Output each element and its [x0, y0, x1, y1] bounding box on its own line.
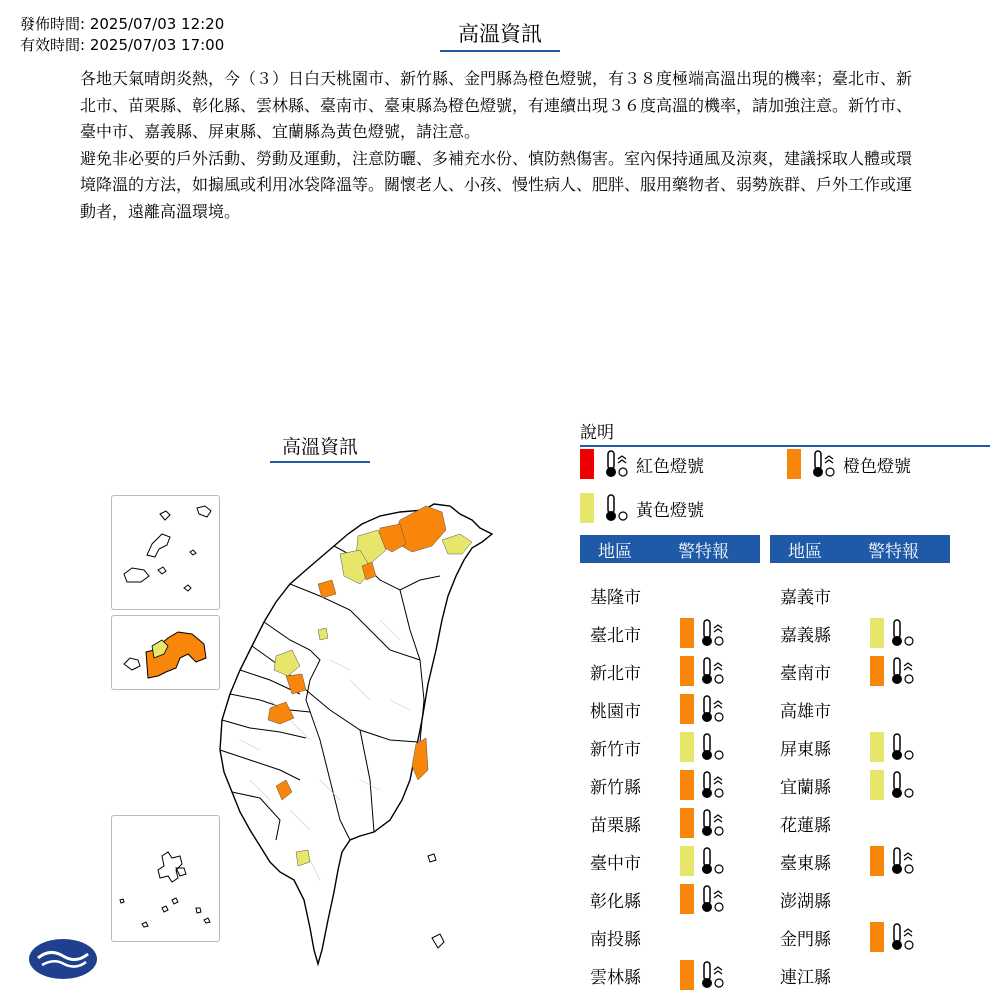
- thermometer-icon: [888, 846, 916, 876]
- yellow-swatch: [870, 732, 884, 762]
- region-name: 雲林縣: [590, 967, 641, 988]
- taiwan-map: [210, 480, 510, 970]
- region-name: 南投縣: [590, 929, 641, 950]
- region-name: 金門縣: [780, 929, 831, 950]
- cwa-logo: [28, 938, 98, 980]
- region-name: 新北市: [590, 663, 641, 684]
- penghu-inset: [111, 815, 220, 942]
- yellow-swatch: [580, 493, 594, 523]
- region-name: 臺中市: [590, 853, 641, 874]
- yellow-swatch: [680, 846, 694, 876]
- region-name: 基隆市: [590, 587, 641, 608]
- kinmen-islands: [112, 616, 219, 689]
- region-name: 宜蘭縣: [780, 777, 831, 798]
- orange-swatch: [680, 656, 694, 686]
- yellow-swatch: [870, 618, 884, 648]
- thermometer-icon: [698, 732, 726, 762]
- region-name: 澎湖縣: [780, 891, 831, 912]
- region-name: 花蓮縣: [780, 815, 831, 836]
- thermometer-icon: [809, 449, 837, 479]
- legend-yellow: [580, 493, 704, 523]
- orange-swatch: [787, 449, 801, 479]
- thermometer-icon: [888, 732, 916, 762]
- issue-info: [20, 14, 224, 56]
- region-name: 嘉義縣: [780, 625, 831, 646]
- kinmen-inset: [111, 615, 220, 690]
- orange-swatch: [680, 960, 694, 990]
- thermometer-icon: [698, 884, 726, 914]
- red-swatch: [580, 449, 594, 479]
- thermometer-icon: [698, 694, 726, 724]
- region-name: 臺北市: [590, 625, 641, 646]
- col-warning: 警特報: [678, 541, 729, 562]
- region-name: 新竹縣: [590, 777, 641, 798]
- col-region: 地區: [598, 541, 632, 562]
- page-title: 高溫資訊: [440, 18, 560, 52]
- thermometer-icon: [888, 922, 916, 952]
- thermometer-icon: [698, 618, 726, 648]
- region-name: 高雄市: [780, 701, 831, 722]
- yellow-swatch: [680, 732, 694, 762]
- region-name: 新竹市: [590, 739, 641, 760]
- orange-swatch: [680, 808, 694, 838]
- legend-red: [580, 449, 704, 479]
- matsu-islands: [112, 496, 219, 609]
- region-name: 彰化縣: [590, 891, 641, 912]
- legend-red-label: 紅色燈號: [636, 456, 704, 477]
- description: [80, 66, 912, 225]
- region-name: 臺東縣: [780, 853, 831, 874]
- thermometer-icon: [888, 618, 916, 648]
- thermometer-icon: [602, 449, 630, 479]
- region-name: 屏東縣: [780, 739, 831, 760]
- legend-orange: [787, 449, 911, 479]
- map-title: 高溫資訊: [270, 432, 370, 463]
- description-paragraph-1: 各地天氣晴朗炎熱，今（３）日白天桃園市、新竹縣、金門縣為橙色燈號，有３８度極端高溫出現的機率；臺北市、新北市、苗栗縣、彰化縣、雲林縣、臺南市、臺東縣為橙色燈號，有連續出現３６度高溫的機率，請加強注意。新竹市、臺中市、嘉義縣、屏東縣、宜蘭縣為黃色燈號，請注意。: [80, 69, 913, 141]
- matsu-inset: [111, 495, 220, 610]
- region-name: 連江縣: [780, 967, 831, 988]
- orange-swatch: [680, 618, 694, 648]
- region-name: 臺南市: [780, 663, 831, 684]
- thermometer-icon: [888, 770, 916, 800]
- legend-title: 說明: [580, 418, 990, 447]
- thermometer-icon: [698, 770, 726, 800]
- thermometer-icon: [698, 960, 726, 990]
- orange-swatch: [680, 694, 694, 724]
- region-name: 苗栗縣: [590, 815, 641, 836]
- thermometer-icon: [698, 808, 726, 838]
- thermometer-icon: [698, 846, 726, 876]
- valid-time: 有效時間: 2025/07/03 17:00: [20, 36, 225, 54]
- thermometer-icon: [602, 493, 630, 523]
- region-name: 嘉義市: [780, 587, 831, 608]
- region-name: 桃園市: [590, 701, 641, 722]
- description-paragraph-2: 避免非必要的戶外活動、勞動及運動，注意防曬、多補充水份、慎防熱傷害。室內保持通風及涼爽，建議採取人體或環境降溫的方法，如搧風或利用冰袋降溫等。關懷老人、小孩、慢性病人、肥胖、服用藥物者、弱勢族群、戶外工作或運動者，遠離高溫環境。: [80, 148, 913, 221]
- green-orchid-islands: [428, 854, 444, 948]
- col-region: 地區: [788, 541, 822, 562]
- yellow-swatch: [870, 770, 884, 800]
- penghu-islands: [112, 816, 219, 941]
- issued-time: 發佈時間: 2025/07/03 12:20: [20, 15, 225, 33]
- table-header-right: [770, 535, 950, 563]
- col-warning: 警特報: [868, 541, 919, 562]
- orange-swatch: [680, 770, 694, 800]
- legend-orange-label: 橙色燈號: [843, 456, 911, 477]
- orange-swatch: [870, 922, 884, 952]
- thermometer-icon: [888, 656, 916, 686]
- orange-swatch: [870, 846, 884, 876]
- legend-yellow-label: 黃色燈號: [636, 500, 704, 521]
- table-header-left: [580, 535, 760, 563]
- orange-swatch: [680, 884, 694, 914]
- orange-swatch: [870, 656, 884, 686]
- thermometer-icon: [698, 656, 726, 686]
